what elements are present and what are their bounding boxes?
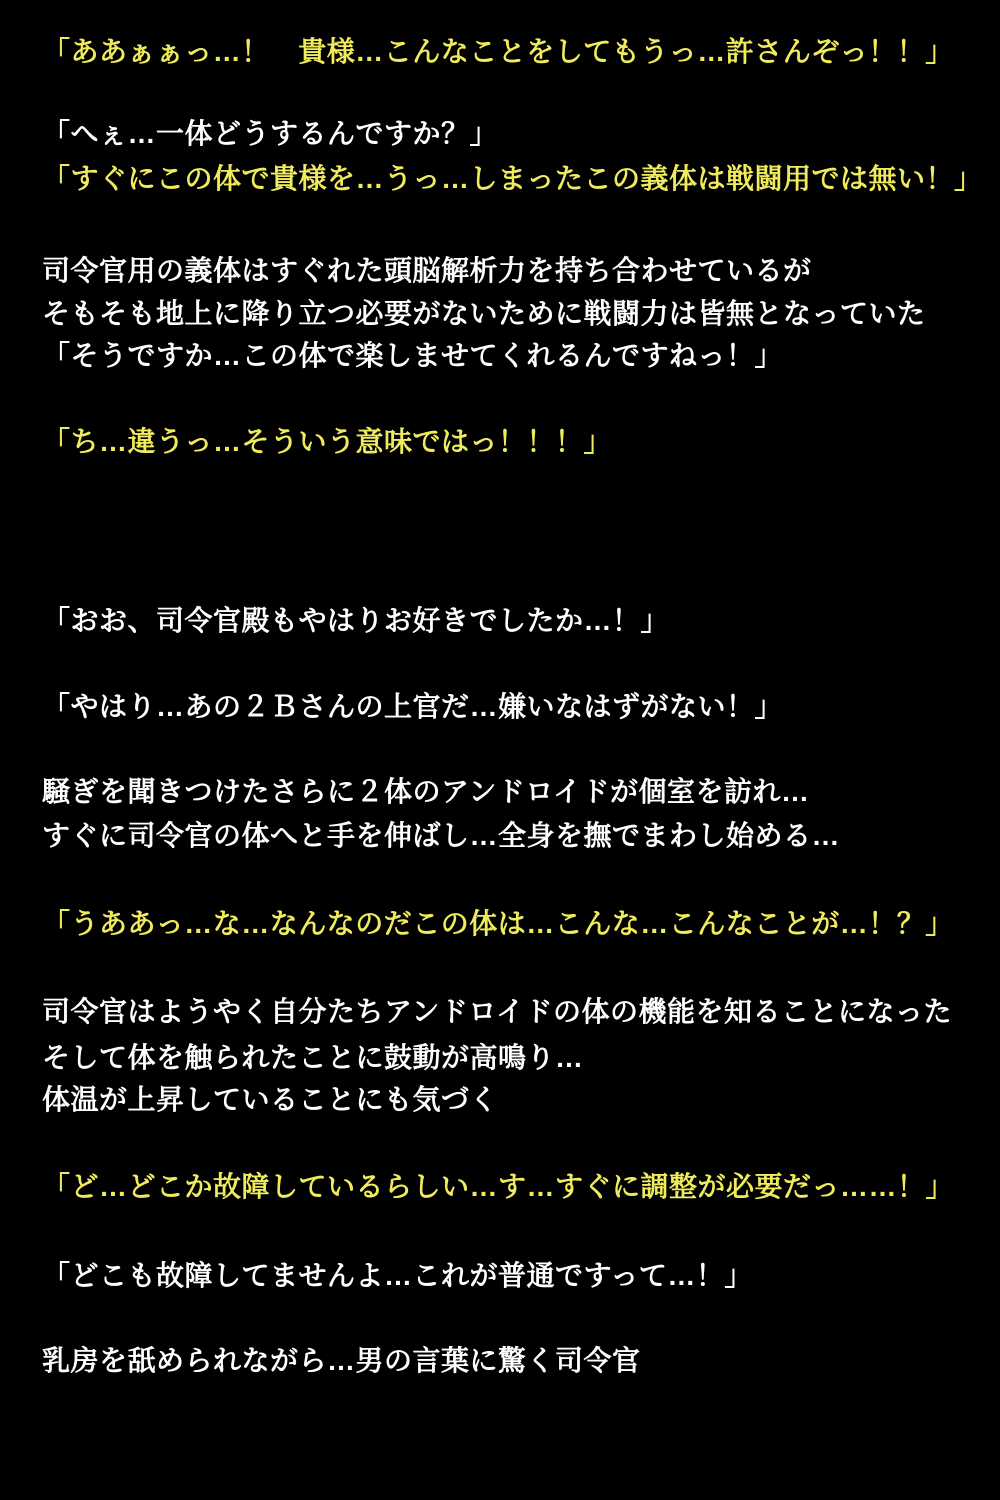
dialogue-line-7: 「やはり…あの２Ｂさんの上官だ…嫌いなはずがない！」 bbox=[42, 691, 784, 722]
dialogue-line-2: 「へぇ…一体どうするんですか？」 bbox=[42, 118, 499, 149]
narration-line-6: そして体を触られたことに鼓動が高鳴り… bbox=[42, 1042, 584, 1073]
dialogue-line-8: 「うああっ…な…なんなのだこの体は…こんな…こんなことが…！？」 bbox=[42, 908, 954, 939]
narration-line-1: 司令官用の義体はすぐれた頭脳解析力を持ち合わせているが bbox=[42, 255, 812, 286]
narration-line-3: 騒ぎを聞きつけたさらに２体のアンドロイドが個室を訪れ… bbox=[42, 776, 810, 807]
dialogue-line-4: 「そうですか…この体で楽しませてくれるんですねっ！」 bbox=[42, 340, 784, 371]
dialogue-line-5: 「ち…違うっ…そういう意味ではっ！！！」 bbox=[42, 426, 613, 457]
dialogue-line-1: 「ああぁぁっ…！ 貴様…こんなことをしてもうっ…許さんぞっ！！」 bbox=[42, 36, 954, 67]
narration-line-2: そもそも地上に降り立つ必要がないために戦闘力は皆無となっていた bbox=[42, 298, 926, 329]
dialogue-line-3: 「すぐにこの体で貴様を…うっ…しまったこの義体は戦闘用では無い！」 bbox=[42, 163, 983, 194]
dialogue-line-6: 「おお、司令官殿もやはりお好きでしたか…！」 bbox=[42, 605, 670, 636]
dialogue-line-9: 「ど…どこか故障しているらしい…す…すぐに調整が必要だっ……！」 bbox=[42, 1171, 955, 1202]
narration-line-7: 体温が上昇していることにも気づく bbox=[42, 1084, 499, 1115]
dialogue-line-10: 「どこも故障してませんよ…これが普通ですって…！」 bbox=[42, 1260, 753, 1291]
narration-line-4: すぐに司令官の体へと手を伸ばし…全身を撫でまわし始める… bbox=[42, 820, 841, 851]
narration-line-8: 乳房を舐められながら…男の言葉に驚く司令官 bbox=[42, 1345, 641, 1376]
narration-line-5: 司令官はようやく自分たちアンドロイドの体の機能を知ることになった bbox=[42, 996, 953, 1027]
